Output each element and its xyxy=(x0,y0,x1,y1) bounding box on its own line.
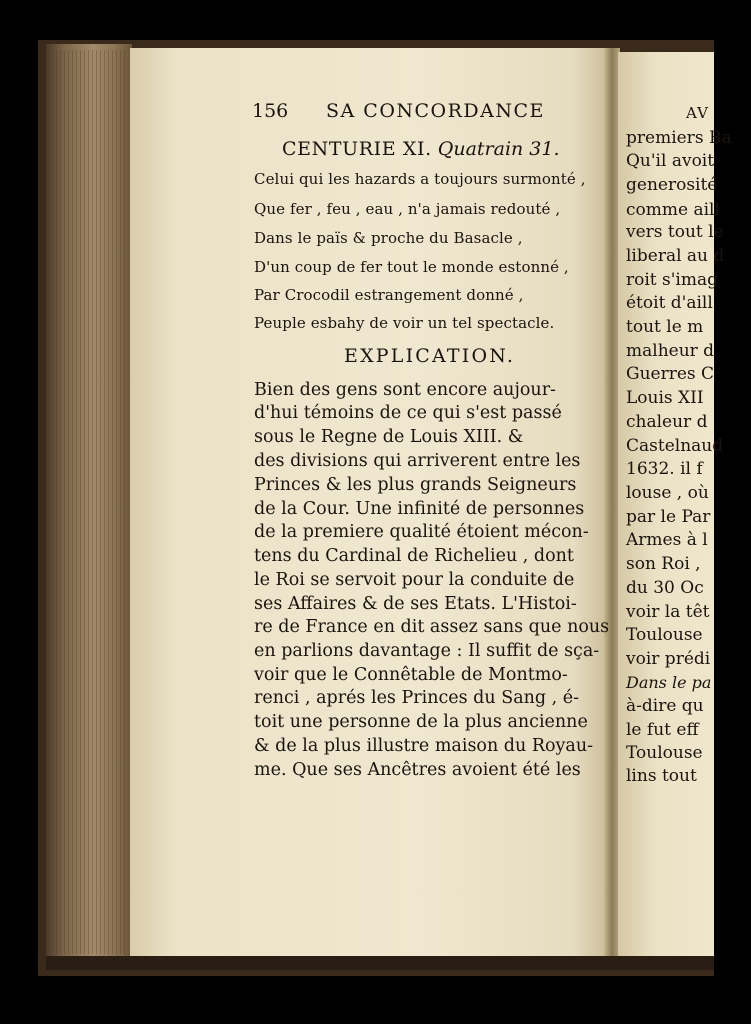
page-number: 156 xyxy=(252,100,289,122)
body-line: de la Cour. Une infinité de personnes xyxy=(254,499,585,519)
right-page-line: roit s'imag xyxy=(626,270,719,290)
right-page-line: voir prédi xyxy=(626,649,711,669)
right-page-line: Louis XII xyxy=(626,388,704,408)
right-page-line: premiers Ba xyxy=(626,128,732,148)
body-line: & de la plus illustre maison du Royau- xyxy=(254,736,594,756)
body-line: voir que le Connêtable de Montmo- xyxy=(254,665,568,685)
body-line: des divisions qui arriverent entre les xyxy=(254,451,581,471)
right-running-head: AV xyxy=(686,104,709,122)
explication-heading: EXPLICATION. xyxy=(344,345,516,367)
body-line: le Roi se servoit pour la conduite de xyxy=(254,570,575,590)
right-page-line: Armes à l xyxy=(626,530,708,550)
body-line: re de France en dit assez sans que nous xyxy=(254,617,610,637)
running-header xyxy=(252,100,552,124)
right-page-line: Guerres C xyxy=(626,364,715,384)
body-line: sous le Regne de Louis XIII. & xyxy=(254,427,524,447)
right-page-line: Dans le pa xyxy=(626,673,712,692)
page-edge-texture xyxy=(56,50,126,954)
right-page-line: à-dire qu xyxy=(626,696,704,716)
right-page-line: Toulouse xyxy=(626,743,703,763)
verse-line: Par Crocodil estrangement donné , xyxy=(254,286,524,304)
right-page-line: 1632. il f xyxy=(626,459,703,479)
body-line: Princes & les plus grands Seigneurs xyxy=(254,475,577,495)
right-page-line: par le Par xyxy=(626,507,711,527)
right-page-line: comme aill xyxy=(626,200,720,220)
body-line: ses Affaires & de ses Etats. L'Histoi- xyxy=(254,594,577,614)
body-line: de la premiere qualité étoient mécon- xyxy=(254,522,589,542)
verse-line: Peuple esbahy de voir un tel spectacle. xyxy=(254,314,555,332)
verse-line: Dans le païs & proche du Basacle , xyxy=(254,229,523,247)
centurie-label: CENTURIE XI. xyxy=(282,138,432,160)
body-line: en parlions davantage : Il suffit de sça- xyxy=(254,641,600,661)
verse-line: Que fer , feu , eau , n'a jamais redouté , xyxy=(254,200,561,218)
right-page-line: chaleur d xyxy=(626,412,708,432)
right-page-line: Qu'il avoit xyxy=(626,151,715,171)
running-head-title: SA CONCORDANCE xyxy=(326,100,545,122)
right-page-line: lins tout xyxy=(626,766,697,786)
quatrain-label: Quatrain 31. xyxy=(437,138,560,160)
body-line: renci , aprés les Princes du Sang , é- xyxy=(254,688,580,708)
right-page-line: voir la têt xyxy=(626,602,710,622)
right-page-line: generosité xyxy=(626,175,718,195)
body-line: d'hui témoins de ce qui s'est passé xyxy=(254,403,562,423)
body-line: Bien des gens sont encore aujour- xyxy=(254,380,556,400)
right-page-line: du 30 Oc xyxy=(626,578,704,598)
centurie-heading xyxy=(282,138,592,160)
right-page-line: le fut eff xyxy=(626,720,699,740)
right-page-line: louse , où xyxy=(626,483,709,503)
right-page-line: étoit d'aill xyxy=(626,293,713,313)
right-page-line: Castelnaud xyxy=(626,436,724,456)
verse-line: Celui qui les hazards a toujours surmonté , xyxy=(254,170,586,188)
right-page-line: tout le m xyxy=(626,317,704,337)
right-page-line: son Roi , xyxy=(626,554,701,574)
book-bottom-edge xyxy=(46,956,714,970)
body-line: me. Que ses Ancêtres avoient été les xyxy=(254,760,581,780)
body-line: toit une personne de la plus ancienne xyxy=(254,712,588,732)
body-line: tens du Cardinal de Richelieu , dont xyxy=(254,546,574,566)
right-page-line: liberal au d xyxy=(626,246,725,266)
right-page-line: malheur d xyxy=(626,341,715,361)
verse-line: D'un coup de fer tout le monde estonné , xyxy=(254,258,569,276)
right-page-line: Toulouse xyxy=(626,625,703,645)
right-page-line: vers tout le xyxy=(626,222,724,242)
